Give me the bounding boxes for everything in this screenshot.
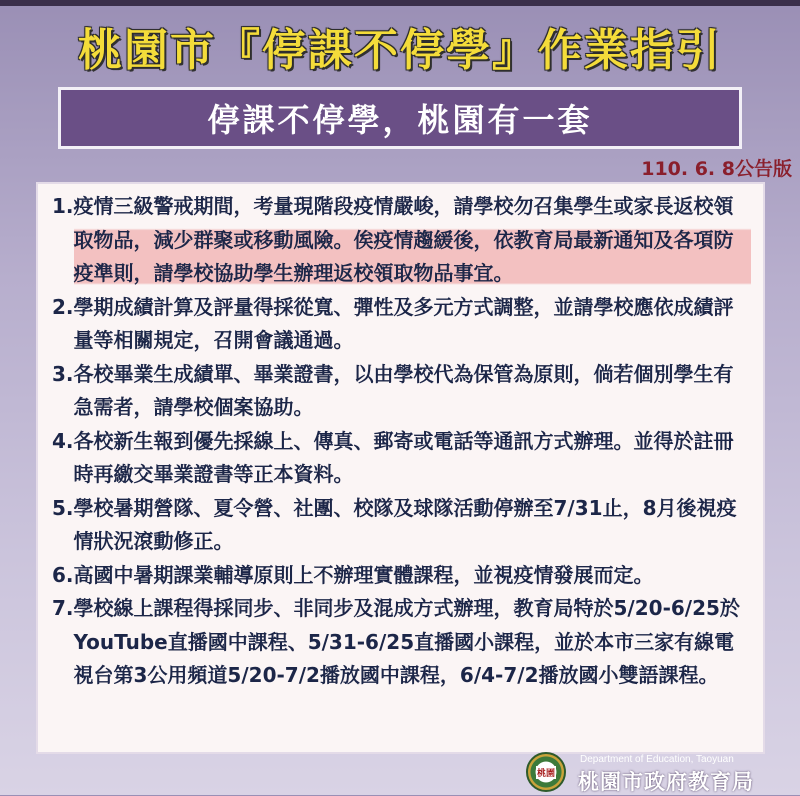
item-text: 學期成績計算及評量得採從寬、彈性及多元方式調整，並請學校應依成績評量等相關規定，召開會議通過。 <box>73 294 734 352</box>
department-name: 桃園市政府教育局 <box>578 770 754 794</box>
subtitle-banner <box>58 87 742 149</box>
list-item <box>52 592 751 693</box>
top-strip <box>0 0 800 6</box>
list-item <box>52 190 751 291</box>
list-item <box>52 291 751 358</box>
item-text: 各校畢業生成績單、畢業證書，以由學校代為保管為原則，倘若個別學生有急需者，請學校個案協助。 <box>73 361 734 419</box>
list-item <box>52 492 751 559</box>
page-title: 桃園市『停課不停學』作業指引 <box>78 25 722 76</box>
item-text: 疫情三級警戒期間，考量現階段疫情嚴峻，請學校勿召集學生或家長返校領取物品，減少群聚或移動風險。俟疫情趨緩後，依教育局最新通知及各項防疫準則，請學校協助學生辦理返校領取物品事宜。 <box>74 190 751 291</box>
item-number: 6. <box>52 562 74 587</box>
list-item <box>52 358 751 425</box>
item-number: 2. <box>52 294 74 319</box>
item-number: 3. <box>52 361 74 386</box>
department-name-en: Department of Education, Taoyuan <box>580 754 734 765</box>
subtitle-text: 停課不停學，桃園有一套 <box>207 101 593 139</box>
seal-icon <box>526 752 566 792</box>
seal-text: 桃園 <box>536 766 556 779</box>
list-item <box>52 425 751 492</box>
guideline-list <box>36 182 765 754</box>
item-number: 7. <box>52 596 74 620</box>
footer <box>526 752 796 794</box>
list-item <box>52 559 751 593</box>
item-text: 高國中暑期課業輔導原則上不辦理實體課程，並視疫情發展而定。 <box>73 562 654 587</box>
item-text: 學校暑期營隊、夏令營、社團、校隊及球隊活動停辦至7/31止，8月後視疫情狀況滾動修正。 <box>73 495 737 553</box>
item-number: 5. <box>52 495 74 520</box>
item-number: 1. <box>52 194 74 218</box>
item-number: 4. <box>52 428 74 453</box>
item-text: 學校線上課程得採同步、非同步及混成方式辦理，教育局特於5/20-6/25於YouTube直播國中課程、5/31-6/25直播國小課程，並於本市三家有線電視台第3公用頻道5/20-7/2播放國中課程，6/4-7/2播放國小雙語課程。 <box>73 596 740 687</box>
version-label: 110. 6. 8公告版 <box>641 158 792 180</box>
item-text: 各校新生報到優先採線上、傳真、郵寄或電話等通訊方式辦理。並得於註冊時再繳交畢業證書等正本資料。 <box>73 428 734 486</box>
